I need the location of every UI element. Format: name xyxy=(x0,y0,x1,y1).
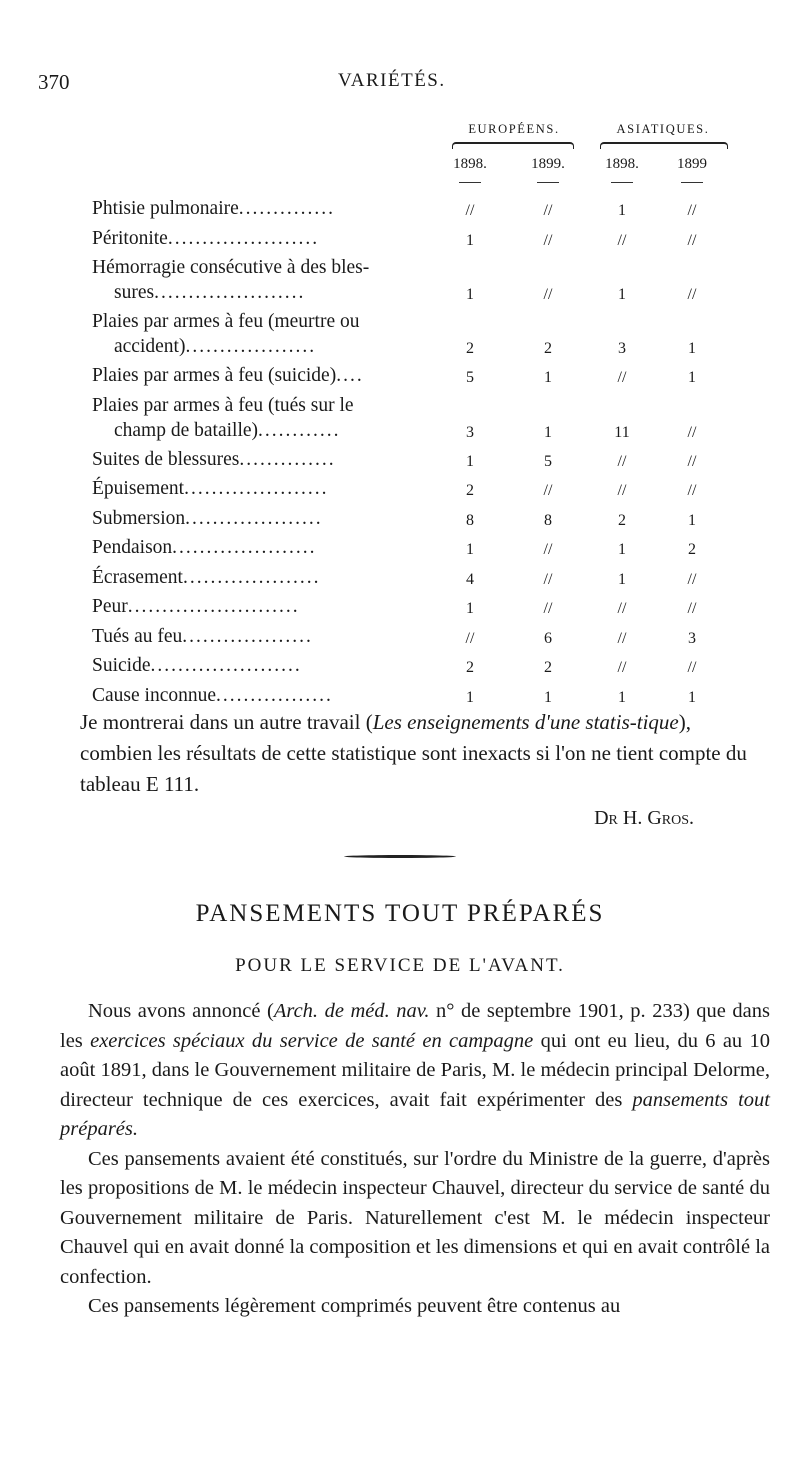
table-cell: 1 xyxy=(688,688,696,706)
table-row xyxy=(0,535,800,565)
row-label: Pendaison..................... xyxy=(92,537,317,558)
leader-dots: ...................... xyxy=(150,655,302,676)
signature: Dr H. Gros. xyxy=(594,807,694,829)
table-cell: 3 xyxy=(466,423,474,441)
leader-dots: ................. xyxy=(216,684,333,706)
row-label xyxy=(92,393,432,443)
table-row xyxy=(0,196,800,226)
table-row xyxy=(0,565,800,595)
table-cell: 1 xyxy=(618,202,626,219)
table-cell: // xyxy=(617,369,627,386)
paragraph: Nous avons annoncé (Arch. de méd. nav. n° de septembre 1901, p. 233) que dans les exercices spéciaux du service de santé en campagne qui ont eu lieu, du 6 au 10 août 1891, dans le Gouvernement militaire de Paris, M. le médecin principal Delorme, directeur technique de ces exercices, avait fait expérimenter des pansements tout préparés. xyxy=(60,1000,771,1140)
group-brace xyxy=(600,142,728,149)
year-header: 1899 xyxy=(677,156,707,172)
table-cell: // xyxy=(543,541,553,558)
row-label-line1: Plaies par armes à feu (meurtre ou xyxy=(92,311,360,332)
table-cell: // xyxy=(543,202,553,219)
table-row xyxy=(0,624,800,654)
table-cell: // xyxy=(617,600,627,617)
table-cell: // xyxy=(543,570,553,588)
header-dash-row xyxy=(0,182,800,190)
statistics-table xyxy=(0,196,800,712)
row-label: Peur......................... xyxy=(92,596,300,617)
row-label-line2: accident)................... xyxy=(114,336,317,357)
table-row xyxy=(0,226,800,256)
table-cell: 2 xyxy=(688,541,696,558)
year-header: 1898. xyxy=(453,156,487,172)
table-cell: 2 xyxy=(618,511,626,529)
table-cell: 2 xyxy=(466,340,474,357)
running-header xyxy=(38,70,762,100)
row-label: Cause inconnue................. xyxy=(92,684,333,706)
table-cell: 1 xyxy=(466,541,474,558)
table-cell: 1 xyxy=(618,286,626,303)
table-cell: 1 xyxy=(688,340,696,357)
table-cell: 1 xyxy=(688,511,696,529)
closing-paragraph: Je montrerai dans un autre travail (Les enseignements d'une statis-tique), combien les résultats de cette statistique sont inexacts si l'on ne tient compte du tableau E 111. xyxy=(80,710,747,796)
table-cell: // xyxy=(687,482,697,499)
leader-dots: ...................... xyxy=(167,227,320,249)
table-row xyxy=(0,363,800,393)
paragraph: Ces pansements avaient été constitués, sur l'ordre du Ministre de la guerre, d'après les propositions de M. le médecin inspecteur Chauvel, directeur du service de santé du Gouvernement militaire de Paris. Naturellement c'est M. le médecin inspecteur Chauvel qui en avait donné la composition et les dimensions et qui en avait contrôlé la confection. xyxy=(60,1147,770,1288)
table-row xyxy=(0,309,800,363)
table-cell: // xyxy=(617,659,627,676)
page-number: 370 xyxy=(38,70,70,94)
table-group-headers xyxy=(440,122,730,152)
leader-dots: ............ xyxy=(258,419,341,441)
table-cell: // xyxy=(465,202,475,219)
paragraph: Ces pansements légèrement comprimés peuvent être contenus au xyxy=(88,1295,621,1317)
table-cell: // xyxy=(543,600,553,617)
table-cell: 1 xyxy=(618,688,626,706)
table-cell: 1 xyxy=(466,231,474,249)
table-cell: 1 xyxy=(688,369,696,386)
row-label: Suites de blessures.............. xyxy=(92,448,336,470)
group-header-europeens: EUROPÉENS. xyxy=(468,122,560,136)
article-body xyxy=(60,997,770,1322)
table-cell: 5 xyxy=(466,369,474,386)
table-row xyxy=(0,447,800,477)
table-cell: 2 xyxy=(466,482,474,499)
table-cell: 2 xyxy=(544,659,552,676)
table-row xyxy=(0,393,800,447)
table-cell: 1 xyxy=(544,423,552,441)
table-cell: 1 xyxy=(466,286,474,303)
table-cell: // xyxy=(687,286,697,303)
table-cell: // xyxy=(687,231,697,249)
row-label: Épuisement..................... xyxy=(92,478,329,499)
row-label: Écrasement.................... xyxy=(92,566,321,588)
group-brace xyxy=(452,142,574,149)
leader-dots: ................... xyxy=(185,336,317,357)
column-dash xyxy=(537,182,559,183)
table-cell: 1 xyxy=(618,570,626,588)
leader-dots: ................... xyxy=(182,625,313,647)
table-cell: 3 xyxy=(618,340,626,357)
row-label: Submersion.................... xyxy=(92,507,323,529)
column-dash xyxy=(681,182,703,183)
table-cell: 1 xyxy=(466,600,474,617)
table-cell: // xyxy=(543,286,553,303)
leader-dots: .............. xyxy=(239,448,336,470)
row-label: Phtisie pulmonaire.............. xyxy=(92,198,336,219)
table-cell: // xyxy=(687,600,697,617)
table-cell: // xyxy=(617,452,627,470)
table-cell: // xyxy=(543,231,553,249)
table-cell: 8 xyxy=(544,511,552,529)
leader-dots: .................... xyxy=(185,507,323,529)
table-cell: // xyxy=(687,423,697,441)
leader-dots: ..................... xyxy=(172,537,317,558)
table-cell: 1 xyxy=(544,688,552,706)
running-title: VARIÉTÉS. xyxy=(338,70,446,91)
row-label xyxy=(92,309,432,359)
table-cell: // xyxy=(465,629,475,647)
group-header-asiatiques: ASIATIQUES. xyxy=(616,122,710,136)
row-label: Suicide...................... xyxy=(92,655,302,676)
article-subtitle: POUR LE SERVICE DE L'AVANT. xyxy=(235,955,565,976)
row-label-line2: champ de bataille)............ xyxy=(114,419,341,441)
leader-dots: .................... xyxy=(182,566,321,588)
row-label: Plaies par armes à feu (suicide).... xyxy=(92,365,364,386)
table-cell: 1 xyxy=(466,452,474,470)
article-title: PANSEMENTS TOUT PRÉPARÉS xyxy=(195,900,605,927)
year-header: 1899. xyxy=(531,156,565,172)
year-header: 1898. xyxy=(605,156,639,172)
table-cell: // xyxy=(687,570,697,588)
table-cell: // xyxy=(687,659,697,676)
row-label-line1: Hémorragie consécutive à des bles- xyxy=(92,257,370,278)
table-cell: 2 xyxy=(544,340,552,357)
table-row xyxy=(0,476,800,506)
table-cell: // xyxy=(617,482,627,499)
leader-dots: ......................... xyxy=(127,596,300,617)
table-row xyxy=(0,506,800,536)
table-row xyxy=(0,255,800,309)
table-cell: // xyxy=(687,452,697,470)
table-cell: 1 xyxy=(618,541,626,558)
row-label: Péritonite...................... xyxy=(92,227,320,249)
section-divider xyxy=(344,855,456,858)
table-cell: // xyxy=(687,202,697,219)
table-cell: // xyxy=(617,629,627,647)
table-cell: // xyxy=(617,231,627,249)
row-label-line2: sures...................... xyxy=(114,282,306,303)
leader-dots: .... xyxy=(336,365,364,386)
table-cell: 6 xyxy=(544,629,552,647)
table-cell: 1 xyxy=(544,369,552,386)
table-cell: 1 xyxy=(466,688,474,706)
row-label-line1: Plaies par armes à feu (tués sur le xyxy=(92,394,354,416)
table-cell: 3 xyxy=(688,629,696,647)
leader-dots: ...................... xyxy=(154,282,306,303)
table-cell: 2 xyxy=(466,659,474,676)
column-dash xyxy=(611,182,633,183)
leader-dots: .............. xyxy=(238,198,336,219)
table-cell: 11 xyxy=(614,423,630,441)
table-cell: 8 xyxy=(466,511,474,529)
table-cell: 5 xyxy=(544,452,552,470)
leader-dots: ..................... xyxy=(184,478,329,499)
table-row xyxy=(0,594,800,624)
table-cell: 4 xyxy=(466,570,474,588)
row-label: Tués au feu................... xyxy=(92,625,313,647)
table-cell: // xyxy=(543,482,553,499)
table-row xyxy=(0,653,800,683)
column-dash xyxy=(459,182,481,183)
year-header-row xyxy=(0,156,800,178)
row-label xyxy=(92,255,432,305)
